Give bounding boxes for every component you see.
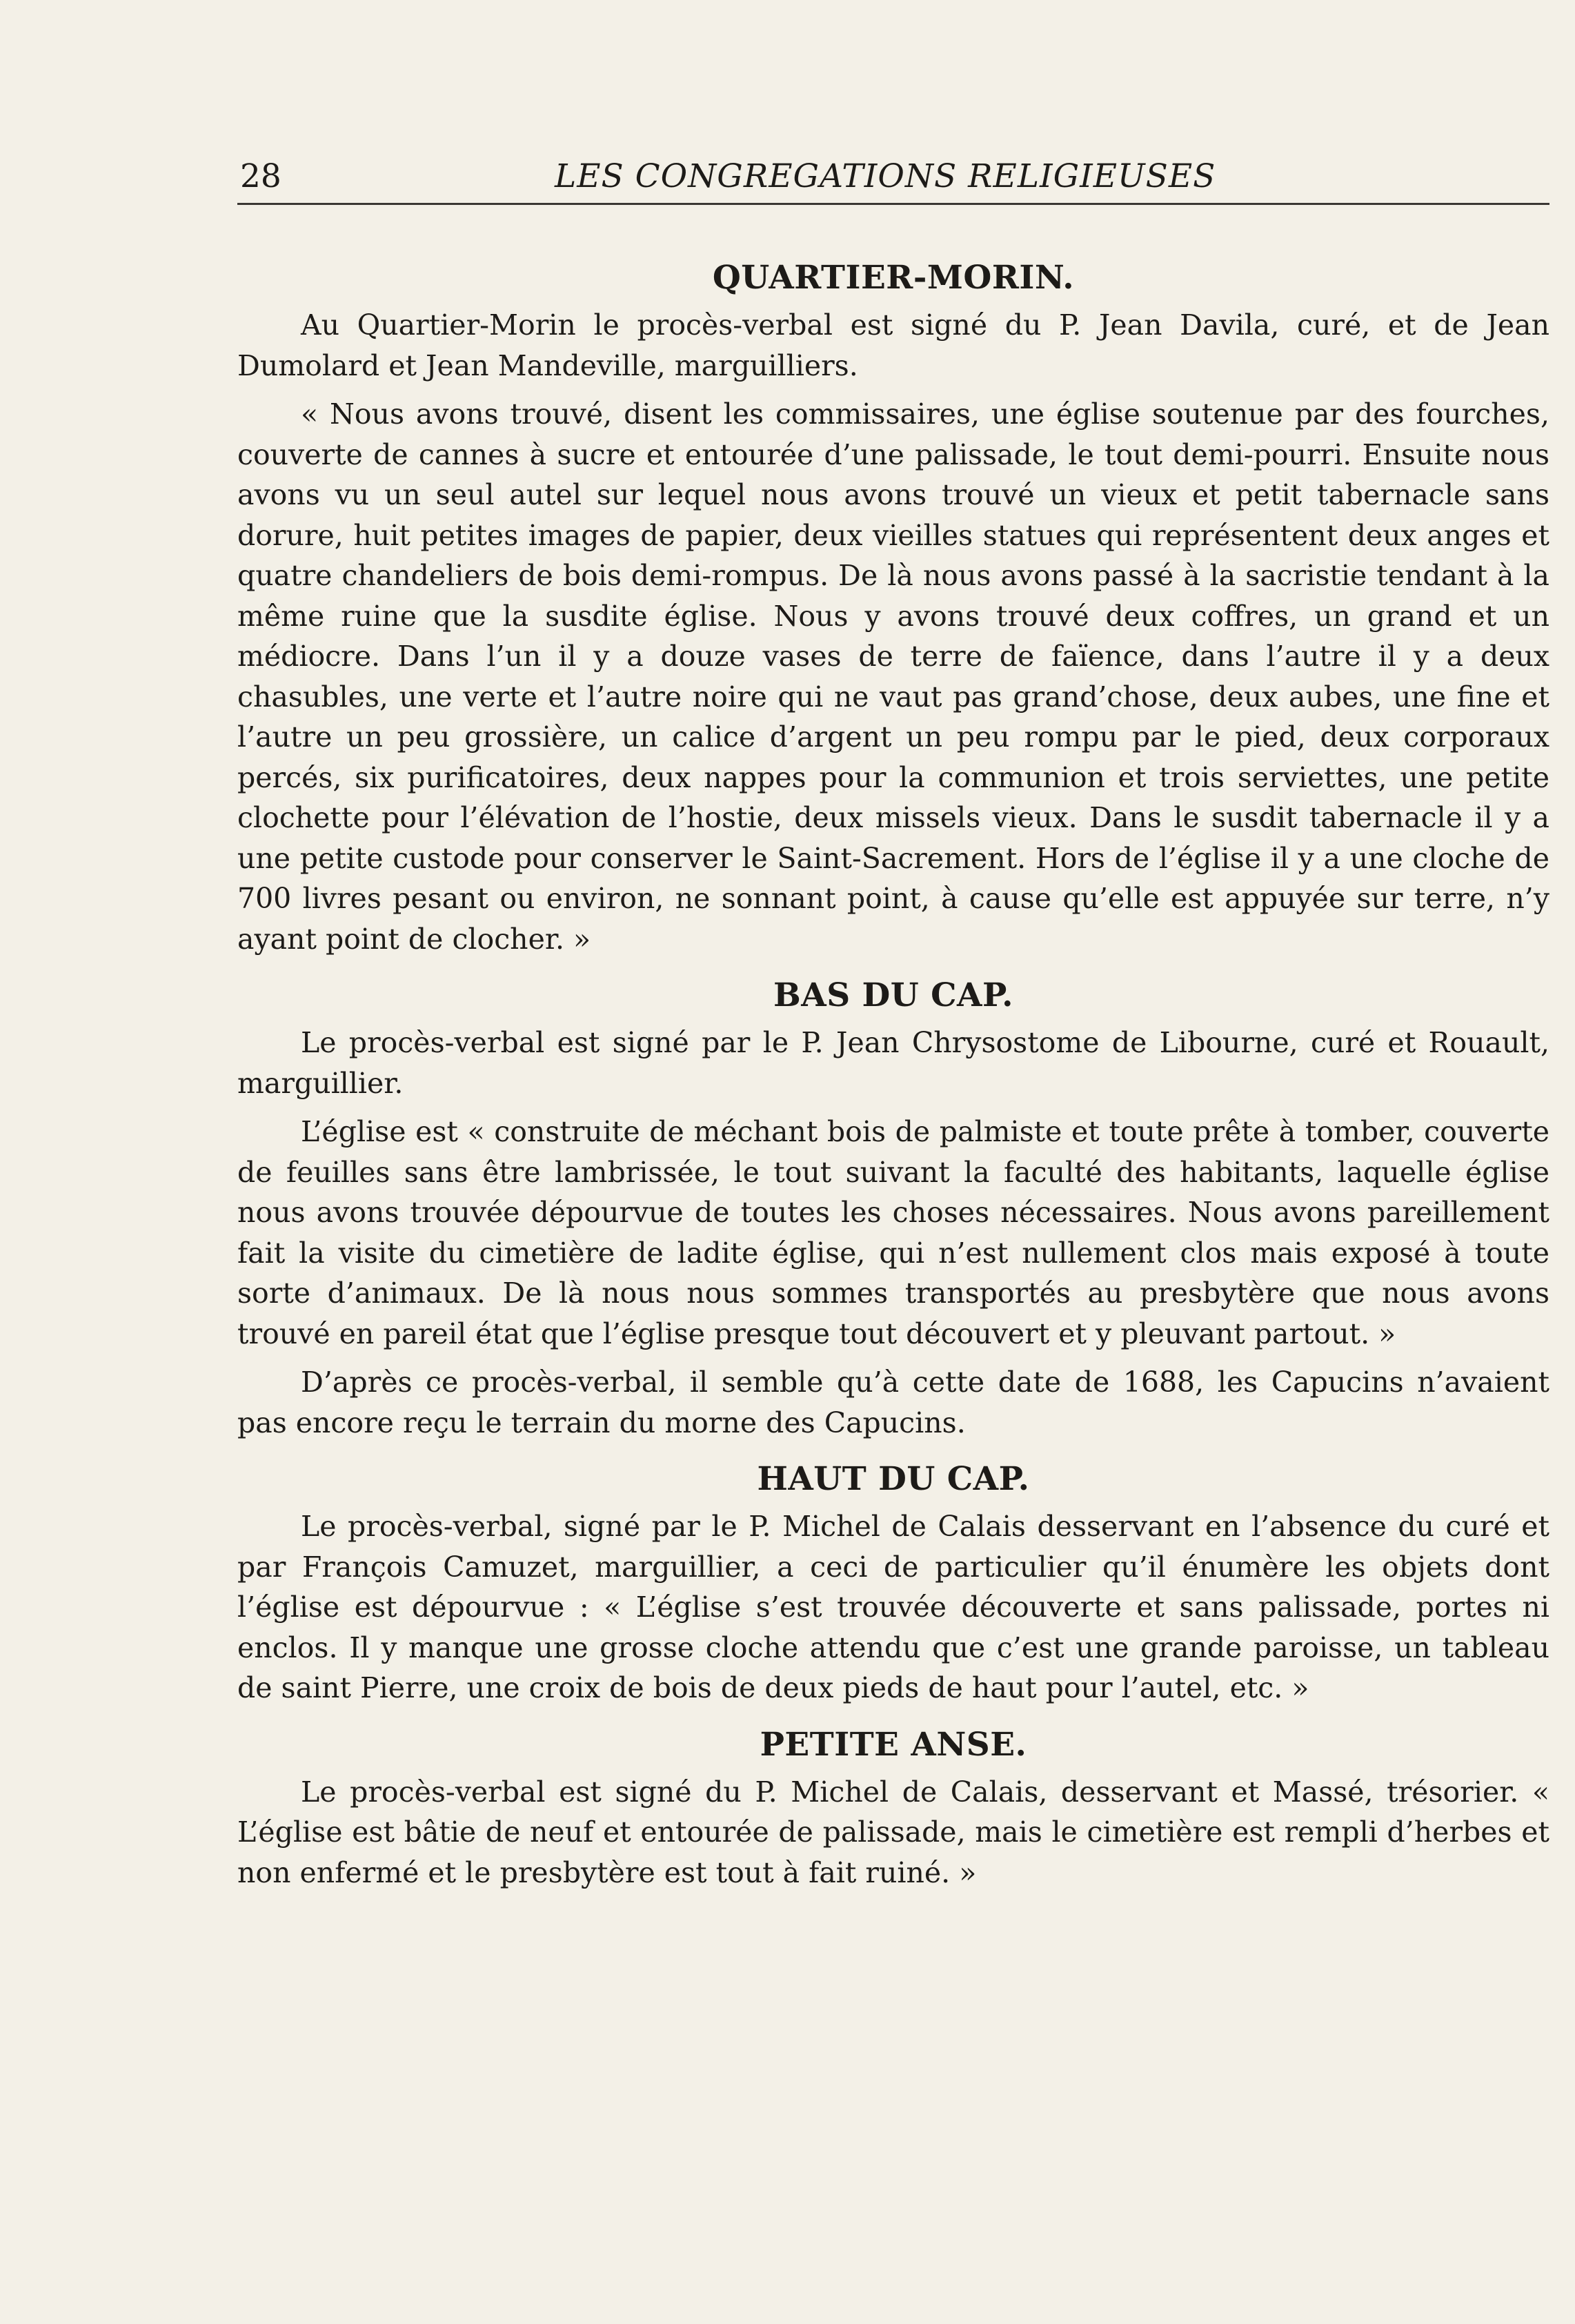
paragraph: Au Quartier-Morin le procès-verbal est signé du P. Jean Davila, curé, et de Jean Dumolard et Jean Mandeville, marguilliers. [237, 308, 1549, 382]
section-title: PETITE ANSE. [760, 1725, 1027, 1764]
book-page [237, 0, 1549, 2324]
section-bas-du-cap [237, 972, 1549, 1443]
section-title: BAS DU CAP. [773, 976, 1013, 1014]
running-title: LES CONGREGATIONS RELIGIEUSES [555, 157, 1216, 195]
section-petite-anse [237, 1721, 1549, 1893]
section-quartier-morin [237, 254, 1549, 959]
page-number: 28 [240, 157, 281, 195]
paragraph: « Nous avons trouvé, disent les commissaires, une église soutenue par des fourches, couverte de cannes à sucre et entourée d’une palissade, le tout demi-pourri. Ensuite nous avons vu un seul autel sur lequel nous avons trouvé un vieux et petit tabernacle sans dorure, huit petites images de papier, deux vieilles statues qui représentent deux anges et quatre chandeliers de bois demi-rompus. De là nous avons passé à la sacristie tendant à la même ruine que la susdite église. Nous y avons trouvé deux coffres, un grand et un médiocre. Dans l’un il y a douze vases de terre de faïence, dans l’autre il y a deux chasubles, une verte et l’autre noire qui ne vaut pas grand’chose, deux aubes, une fine et l’autre un peu grossière, un calice d’argent un peu rompu par le pied, deux corporaux percés, six purificatoires, deux nappes pour la communion et trois serviettes, une petite clochette pour l’élévation de l’hostie, deux missels vieux. Dans le susdit tabernacle il y a une petite custode pour conserver le Saint-Sacrement. Hors de l’église il y a une cloche de 700 livres pesant ou environ, ne sonnant point, à cause qu’elle est appuyée sur terre, n’y ayant point de clocher. » [237, 397, 1549, 956]
paragraph: Le procès-verbal est signé par le P. Jean Chrysostome de Libourne, curé et Rouault, marguillier. [237, 1026, 1549, 1100]
page-body [237, 235, 1549, 1901]
paragraph: L’église est « construite de méchant bois de palmiste et toute prête à tomber, couverte de feuilles sans être lambrissée, le tout suivant la faculté des habitants, laquelle église nous avons trouvée dépourvue de toutes les choses nécessaires. Nous avons pareillement fait la visite du cimetière de ladite église, qui n’est nullement clos mais exposé à toute sorte d’animaux. De là nous nous sommes transportés au presbytère que nous avons trouvé en pareil état que l’église presque tout découvert et y pleuvant partout. » [237, 1115, 1549, 1350]
section-title: HAUT DU CAP. [757, 1460, 1030, 1498]
header-rule [237, 203, 1549, 205]
paragraph: Le procès-verbal est signé du P. Michel de Calais, desservant et Massé, trésorier. « L’église est bâtie de neuf et entourée de palissade, mais le cimetière est rempli d’herbes et non enfermé et le presbytère est tout à fait ruiné. » [237, 1775, 1549, 1889]
running-head [237, 153, 1549, 201]
section-haut-du-cap [237, 1455, 1549, 1708]
paragraph: Le procès-verbal, signé par le P. Michel de Calais desservant en l’absence du curé et par François Camuzet, marguillier, a ceci de particulier qu’il énumère les objets dont l’église est dépourvue : « L’église s’est trouvée découverte et sans palissade, portes ni enclos. Il y manque une grosse cloche attendu que c’est une grande paroisse, un tableau de saint Pierre, une croix de bois de deux pieds de haut pour l’autel, etc. » [237, 1510, 1549, 1704]
section-title: QUARTIER-MORIN. [712, 259, 1075, 297]
paragraph: D’après ce procès-verbal, il semble qu’à cette date de 1688, les Capucins n’avaient pas encore reçu le terrain du morne des Capucins. [237, 1366, 1549, 1439]
